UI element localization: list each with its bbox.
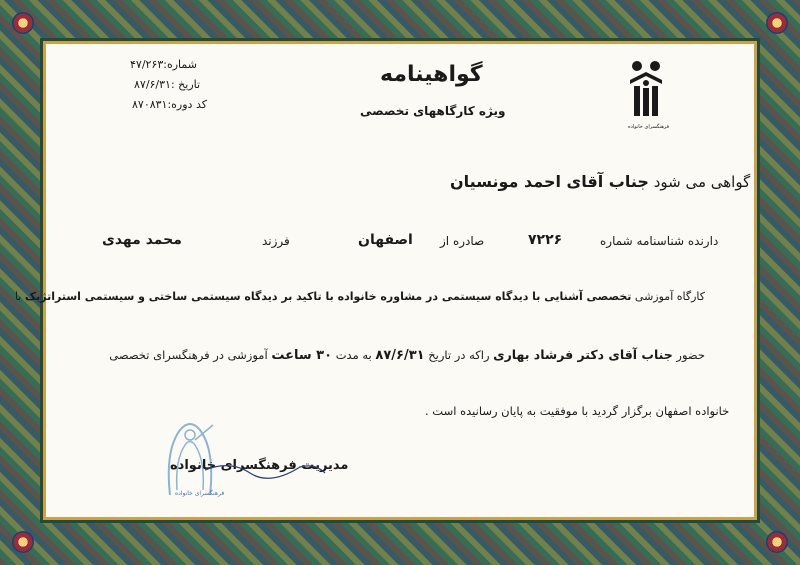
certificate-date: تاریخ :۸۷/۶/۳۱	[134, 78, 201, 91]
family-house-logo-icon	[628, 58, 664, 126]
child-of-label: فرزند	[262, 234, 290, 248]
id-holder-label: دارنده شناسنامه شماره	[600, 234, 719, 248]
id-number: ۷۲۲۶	[528, 232, 563, 248]
issued-city: اصفهان	[358, 232, 413, 248]
certificate-title: گواهینامه	[380, 62, 483, 87]
workshop-line: کارگاه آموزشی تخصصی آشنایی با دیدگاه سیستمی در مشاوره خانواده با تاکید بر دیدگاه سیستمی ساختی و سیستمی استراتژیک با	[14, 290, 705, 303]
workshop-topic: تخصصی آشنایی با دیدگاه سیستمی در مشاوره خانواده با تاکید بر دیدگاه سیستمی ساختی و سیستمی استراتژیک	[24, 290, 632, 303]
recipient-name: جناب آقای احمد مونسیان	[450, 172, 649, 191]
father-name: محمد مهدی	[102, 232, 182, 248]
corner-ornament-icon	[12, 531, 34, 553]
certificate-subtitle: ویژه کارگاههای تخصصی	[360, 104, 506, 118]
corner-ornament-icon	[766, 531, 788, 553]
instructor-name: جناب آقای دکتر فرشاد بهاری	[493, 347, 673, 362]
corner-ornament-icon	[766, 12, 788, 34]
certificate-number: شماره:۴۷/۲۶۳	[130, 58, 197, 71]
workshop-date: ۸۷/۶/۳۱	[375, 348, 425, 363]
corner-ornament-icon	[12, 12, 34, 34]
completion-line: خانواده اصفهان برگزار گردید با موفقیت به پایان رسانیده است .	[425, 404, 730, 418]
signature-scribble-icon	[200, 455, 330, 480]
logo-caption: فرهنگسرای خانواده	[628, 124, 669, 130]
workshop-hours: ۳۰ ساعت	[271, 348, 333, 363]
course-code: کد دوره:۸۷۰۸۳۱	[132, 98, 207, 111]
instructor-line: حضور جناب آقای دکتر فرشاد بهاری راکه در تاریخ ۸۷/۶/۳۱ به مدت ۳۰ ساعت آموزشی در فرهنگسرای تخصصی	[109, 347, 705, 363]
issued-from-label: صادره از	[440, 234, 485, 248]
signature-label: مدیریت فرهنگسرای خانواده	[170, 458, 349, 473]
recipient-line: گواهی می شود جناب آقای احمد مونسیان	[450, 172, 751, 191]
stamp-caption: فرهنگسرای خانواده	[175, 490, 225, 497]
